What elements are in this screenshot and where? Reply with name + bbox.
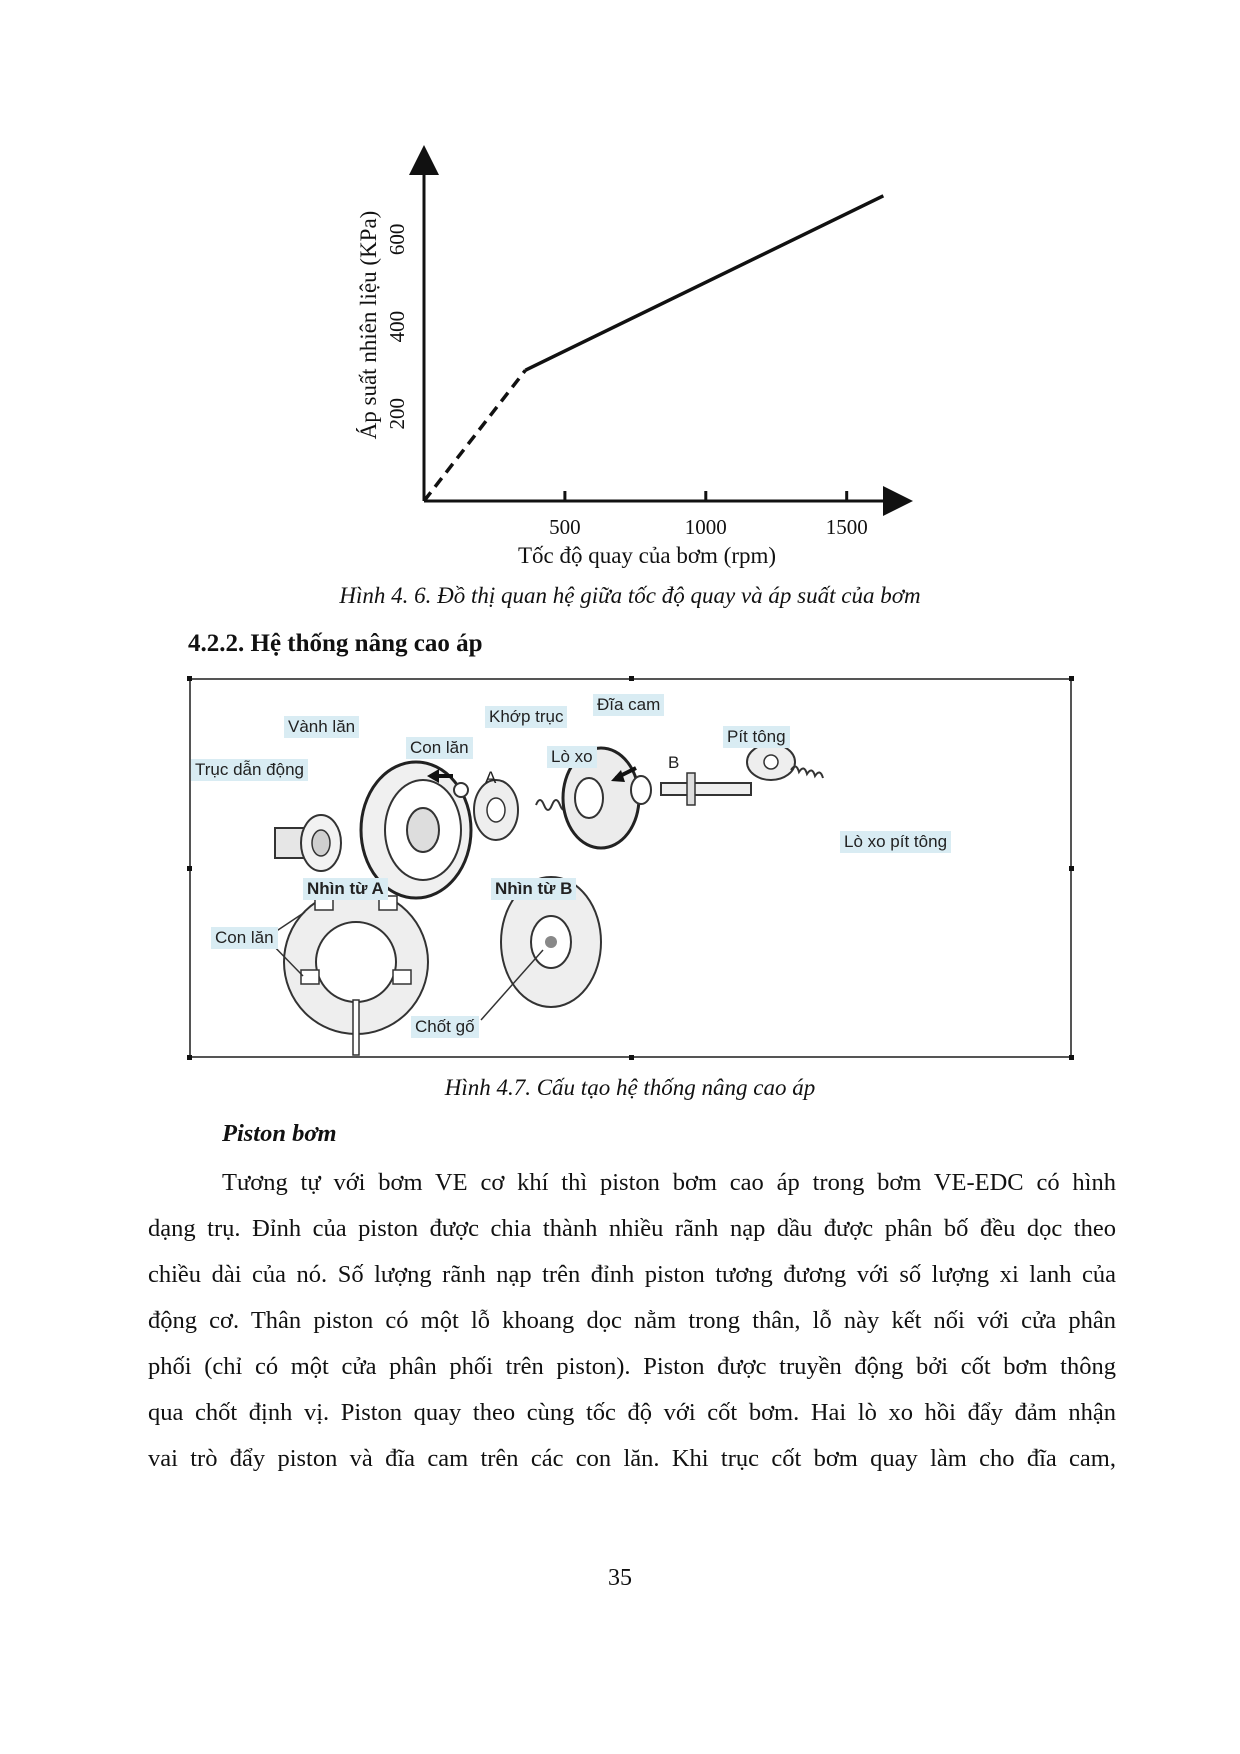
pressure-speed-chart [330,150,930,580]
y-tick-label: 400 [385,310,409,343]
chart-ticks [385,224,868,539]
label-marker-a: A [485,768,497,787]
y-tick-label: 200 [385,398,409,430]
paragraph-line: phối (chỉ có một cửa phân phối trên piston). Piston được truyền động bởi cốt bơm thông [148,1353,1116,1380]
label-truc-dan-dong: Trục dẫn động [191,759,308,781]
coupling-part [474,780,518,840]
label-con-lan-view-a: Con lăn [211,927,278,949]
label-nhin-tu-b: Nhìn từ B [491,878,576,900]
label-nhin-tu-a: Nhìn từ A [303,878,388,900]
label-chot-go: Chốt gố [411,1016,479,1038]
paragraph-line: vai trò đẩy piston và đĩa cam trên các con lăn. Khi trục cốt bơm quay làm cho đĩa cam, [148,1445,1116,1472]
label-con-lan: Con lăn [406,737,473,759]
figure-4-6-caption: Hình 4. 6. Đồ thị quan hệ giữa tốc độ quay và áp suất của bơm [339,583,921,608]
piston-subheading: Piston bơm [222,1120,337,1147]
label-marker-b: B [668,753,680,772]
series-line-dashed [424,370,525,501]
label-dia-cam: Đĩa cam [593,694,664,716]
label-vanh-lan: Vành lăn [284,716,359,738]
paragraph-line: động cơ. Thân piston có một lỗ khoang dọc nằm trong thân, lỗ này kết nối với cửa phân [148,1307,1116,1334]
chart-axes [424,160,898,501]
drive-shaft-part [275,815,341,871]
x-tick-label: 1000 [684,515,727,539]
figure-4-7-caption: Hình 4.7. Cấu tạo hệ thống nâng cao áp [444,1075,816,1100]
paragraph-line: dạng trụ. Đỉnh của piston được chia thành nhiều rãnh nạp dầu được phân bố đều dọc theo [148,1215,1116,1242]
chart-series [424,196,883,501]
paragraph-line: Tương tự với bơm VE cơ khí thì piston bơm cao áp trong bơm VE-EDC có hình [222,1169,1116,1196]
label-lo-xo-pit-tong: Lò xo pít tông [840,831,951,853]
page-number: 35 [608,1565,632,1591]
x-axis-label: Tốc độ quay của bơm (rpm) [517,543,777,568]
paragraph-line: chiều dài của nó. Số lượng rãnh nạp trên đỉnh piston tương đương với số lượng xi lanh của [148,1261,1116,1288]
piston-part [631,773,751,805]
label-pit-tong: Pít tông [723,726,790,748]
label-khop-truc: Khớp trục [485,706,567,728]
section-heading: 4.2.2. Hệ thống nâng cao áp [188,630,483,657]
view-a-part [266,890,428,1055]
y-tick-label: 600 [385,223,409,256]
y-axis-label: Áp suất nhiên liệu (KPa) [356,210,381,440]
paragraph-line: qua chốt định vị. Piston quay theo cùng tốc độ với cốt bơm. Hai lò xo hồi đẩy đảm nhận [148,1399,1116,1426]
x-tick-label: 1500 [825,515,868,539]
series-line-solid [525,196,883,370]
body-paragraph [148,1160,1116,1482]
label-lo-xo: Lò xo [547,746,597,768]
piston-spring-part [747,744,823,780]
x-tick-label: 500 [549,515,581,539]
pump-diagram [189,678,1072,1058]
